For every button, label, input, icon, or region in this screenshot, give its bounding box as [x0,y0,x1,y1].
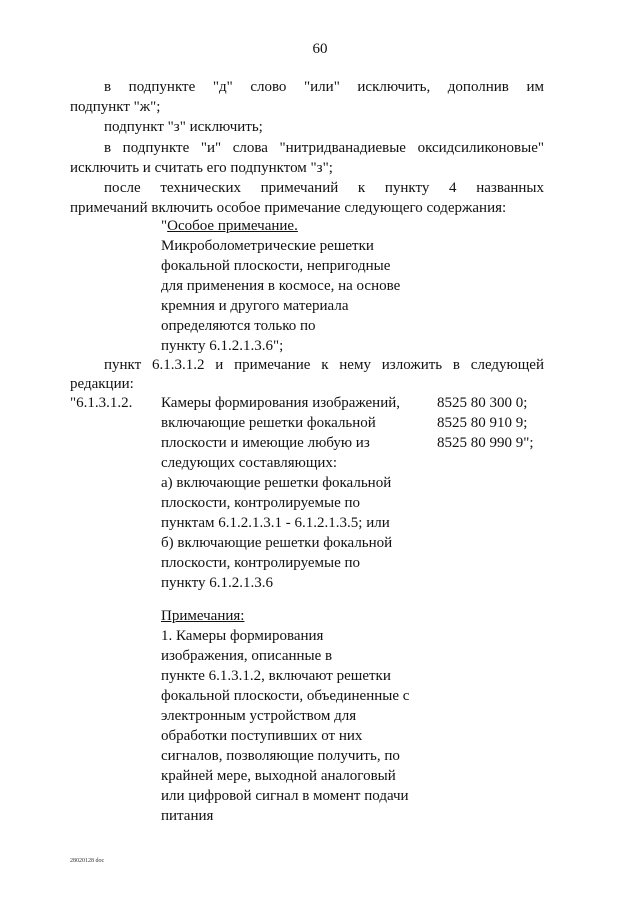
special-note-line: определяются только по [161,318,316,334]
paragraph-line: после технических примечаний к пункту 4 названных [104,180,544,196]
notes-line: сигналов, позволяющие получить, по [161,748,400,764]
notes-line: электронным устройством для [161,708,357,724]
notes-line: крайней мере, выходной аналоговый [161,768,396,784]
paragraph-line: пункт 6.1.3.1.2 и примечание к нему изложить в следующей [104,357,544,373]
special-note-line: фокальной плоскости, непригодные [161,258,391,274]
item-line: пункту 6.1.2.1.3.6 [161,575,274,591]
notes-line: обработки поступивших от них [161,728,363,744]
notes-line: 1. Камеры формирования [161,628,324,644]
item-line: б) включающие решетки фокальной [161,535,393,551]
special-note-heading: Особое примечание. [167,218,298,234]
special-note-line: пункту 6.1.2.1.3.6"; [161,338,284,354]
special-note-title [161,217,298,235]
item-line: плоскости, контролируемые по [161,555,361,571]
file-footer: 28020128 doc [70,858,105,864]
paragraph-line: редакции: [70,376,134,392]
page-number: 60 [312,41,328,57]
special-note-line: кремния и другого материала [161,298,349,314]
notes-line: питания [161,808,214,824]
special-note-line: Микроболометрические решетки [161,238,374,254]
paragraph-line: в подпункте "и" слова "нитридванадиевые оксидсиликоновые" [104,140,544,156]
notes-line: или цифровой сигнал в момент подачи [161,788,409,804]
special-note-line: для применения в космосе, на основе [161,278,401,294]
paragraph-line: в подпункте "д" слово "или" исключить, дополнив им [104,79,544,95]
notes-line: пункте 6.1.3.1.2, включают решетки [161,668,391,684]
tnved-code: 8525 80 990 9"; [437,435,534,451]
notes-line: изображения, описанные в [161,648,333,664]
tnved-code: 8525 80 910 9; [437,415,528,431]
notes-line: фокальной плоскости, объединенные с [161,688,410,704]
item-number: "6.1.3.1.2. [70,395,133,411]
item-line: включающие решетки фокальной [161,415,376,431]
item-line: плоскости и имеющие любую из [161,435,370,451]
paragraph-line: подпункт "з" исключить; [104,119,263,135]
quote-mark: " [161,218,168,234]
tnved-code: 8525 80 300 0; [437,395,528,411]
item-line: а) включающие решетки фокальной [161,475,392,491]
item-line: Камеры формирования изображений, [161,395,401,411]
paragraph-line: подпункт "ж"; [70,99,161,115]
notes-title: Примечания: [161,608,245,624]
item-line: следующих составляющих: [161,455,338,471]
item-line: пунктам 6.1.2.1.3.1 - 6.1.2.1.3.5; или [161,515,390,531]
paragraph-line: примечаний включить особое примечание следующего содержания: [70,200,507,216]
paragraph-line: исключить и считать его подпунктом "з"; [70,160,333,176]
item-line: плоскости, контролируемые по [161,495,361,511]
